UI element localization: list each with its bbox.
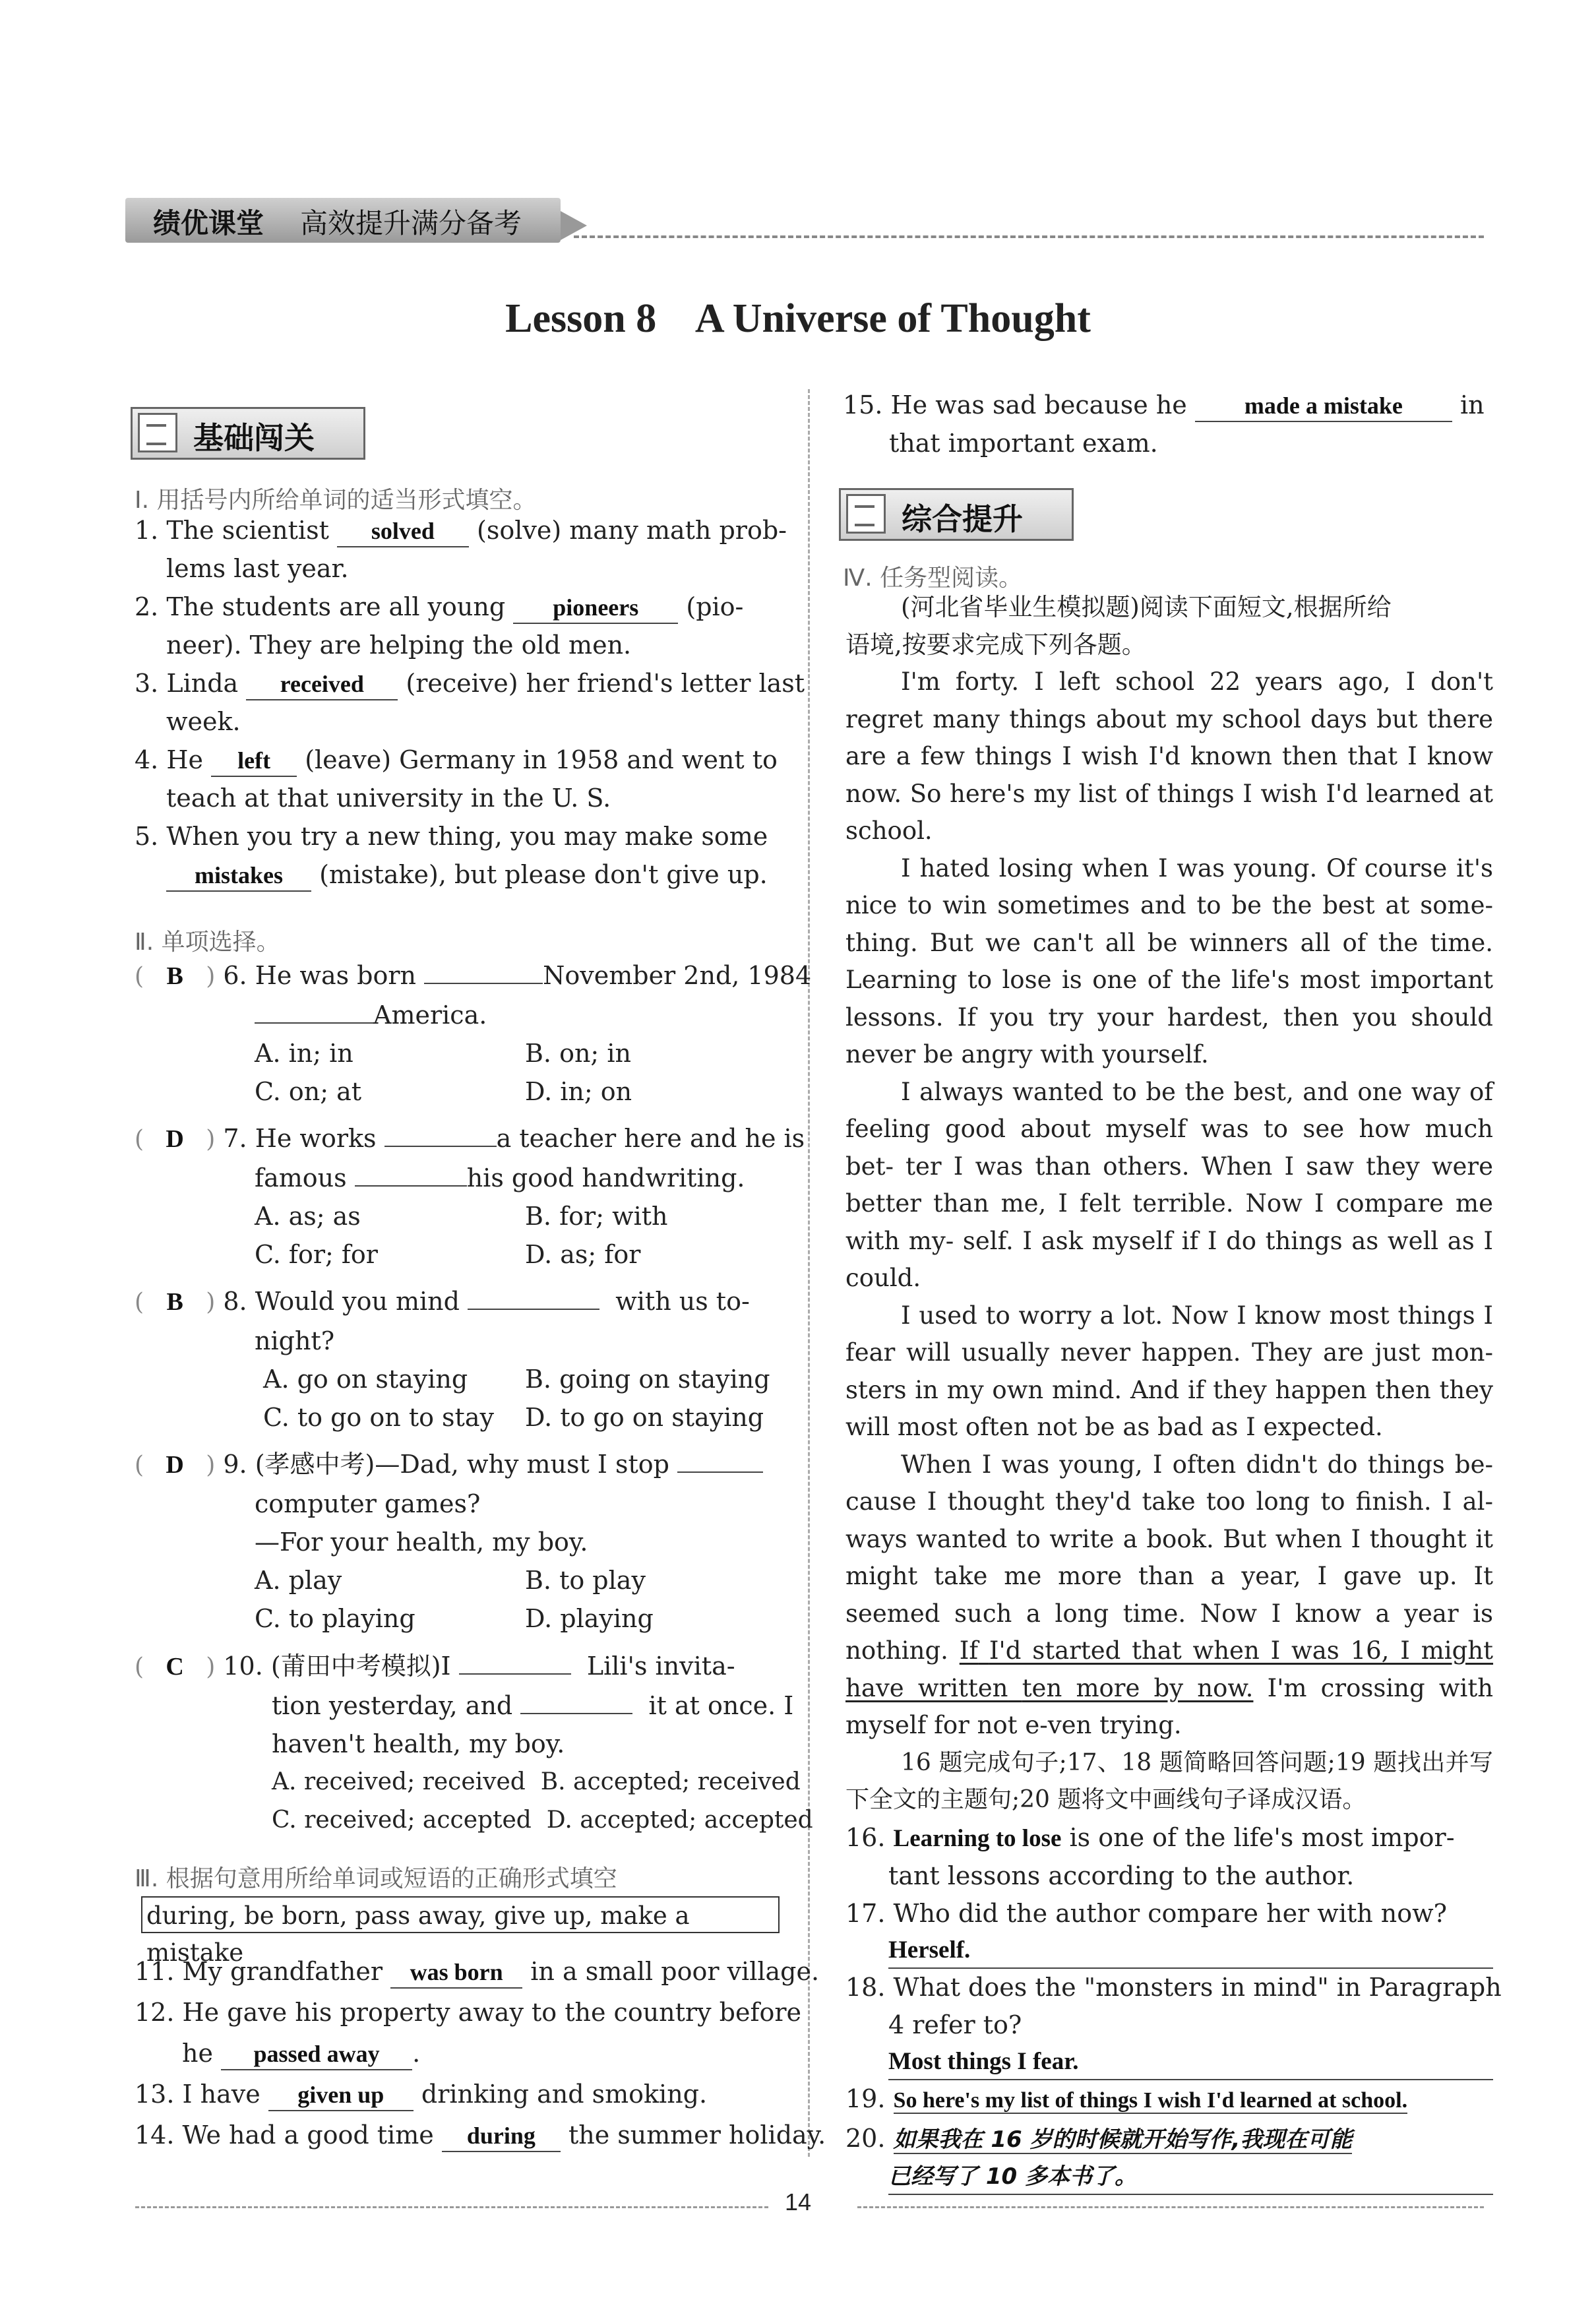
list-item: 12. He gave his property away to the country before xyxy=(135,1998,802,2027)
part4-heading: Ⅳ. 任务型阅读。 xyxy=(843,565,1023,592)
part1-list: 1. The scientist solved (solve) many math prob- lems last year. 2. The students are all young pioneers (pio- neer). They are helping the old men. 3. Linda received (receive) her friend's letter last week. 4. He left (leave) Germany in 1958 and went to teach at that university in the U. S. 5. When you try a new thing, you may make some mistakes (mistake), but please don't give up. xyxy=(135,511,787,894)
task-intro: (河北省毕业生模拟题)阅读下面短文,根据所给 语境,按要求完成下列各题。 xyxy=(845,593,1392,659)
mc-question-6: ( B ) 6. He was born November 2nd, 1984 America. A. in; in B. on; in C. on; at D. in; on xyxy=(135,956,794,1111)
underlined-sentence: If I'd started that when I was 16, I might have written ten more by now. xyxy=(845,1636,1494,1702)
answer-15: made a mistake xyxy=(1195,390,1452,422)
list-item: 5. When you try a new thing, you may make some xyxy=(135,822,768,851)
mc-question-8: ( B ) 8. Would you mind with us to- night? A. go on staying B. going on staying C. to go on to stay D. to go on staying xyxy=(135,1282,794,1437)
answer-2: pioneers xyxy=(513,592,678,624)
answer-16: Learning to lose xyxy=(893,1824,1062,1852)
answer-20-line2: 已经写了 10 多本书了。 xyxy=(888,2163,1137,2190)
paragraph-4: I used to worry a lot. Now I know most things I fear will usually never happen. They are just mon- sters in my own mind. And if they happen then they will most often not be as bad as I expected. xyxy=(845,1301,1493,1441)
paragraph-3: I always wanted to be the best, and one way of feeling good about myself was to see how much bet- ter I was than others. When I saw they were better than me, I felt terrible. Now I compare me with my- self. I ask myself if I do things as well as I could. xyxy=(845,1077,1494,1292)
list-item: 13. I have given up drinking and smoking. xyxy=(135,2074,794,2115)
question-16: 16. Learning to lose is one of the life's most impor- xyxy=(845,1822,1455,1852)
mc-answer: B xyxy=(166,962,183,990)
answer-14: during xyxy=(442,2120,561,2152)
mc-question-9: ( D ) 9. (孝感中考)—Dad, why must I stop computer games? —For your health, my boy. A. play B. to play C. to playing D. playing xyxy=(135,1445,794,1638)
section-advanced-box xyxy=(839,488,1074,541)
answer-12: passed away xyxy=(221,2039,412,2070)
notebook-icon xyxy=(138,413,177,452)
list-item: 4. He left (leave) Germany in 1958 and went to xyxy=(135,741,787,779)
answer-4: left xyxy=(211,745,297,777)
answer-1: solved xyxy=(337,516,469,547)
answer-13: given up xyxy=(268,2080,414,2111)
list-item: 11. My grandfather was born in a small poor village. xyxy=(135,1951,794,1992)
question-18: 18. What does the "monsters in mind" in Paragraph xyxy=(845,1973,1502,2002)
page-number: 14 xyxy=(784,2188,812,2215)
answer-20-line1: 如果我在 16 岁的时候就开始写作,我现在可能 xyxy=(893,2126,1353,2153)
mc-answer: C xyxy=(166,1653,184,1681)
answer-17: Herself. xyxy=(888,1936,971,1964)
list-item: 14. We had a good time during the summer holiday. xyxy=(135,2115,794,2155)
answer-3: received xyxy=(246,669,398,700)
question-19: 19. So here's my list of things I wish I'd learned at school. xyxy=(845,2084,1408,2113)
part1-heading: Ⅰ. 用括号内所给单词的适当形式填空。 xyxy=(135,487,537,514)
question-17: 17. Who did the author compare her with now? xyxy=(845,1898,1448,1928)
part3-heading: Ⅲ. 根据句意用所给单词或短语的正确形式填空 xyxy=(135,1865,617,1892)
list-item: 2. The students are all young pioneers (pio- xyxy=(135,588,787,626)
paragraph-1: I'm forty. I left school 22 years ago, I don't regret many things about my school days but there are a few things I wish I'd known then that I know now. So here's my list of things I wish I'd learned at school. xyxy=(845,667,1493,845)
part2-heading: Ⅱ. 单项选择。 xyxy=(135,929,280,956)
answer-19: So here's my list of things I wish I'd learned at school. xyxy=(893,2088,1408,2113)
question-20: 20. 如果我在 16 岁的时候就开始写作,我现在可能 xyxy=(845,2123,1353,2153)
reading-passage: (河北省毕业生模拟题)阅读下面短文,根据所给 语境,按要求完成下列各题。 I'm forty. I left school 22 years ago, I don't regret many things about my school days but there are a few things I wish I'd known then that I know now. So here's my list of things I wish I'd learned at school. I hated losing when I was young. Of course it's nice to win sometimes and to be the best at some- thing. But we can't all be winners all of the time. Learning to lose is one of the life's most important lessons. If you try your hardest, then you should never be angry with yourself. I always wanted to be the best, and one way of feeling good about myself was to see how much bet- ter I was than others. When I saw they were better than me, I felt terrible. Now I compare me with my- self. I ask myself if I do things as well as I could. I used to worry a lot. Now I know most things I fear will usually never happen. They are just mon- sters in my own mind. And if they happen then they will most often not be as bad as I expected. When I was young, I often didn't do things be- cause I thought they'd take too long to finish. I al- ways wanted to write a book. But when I thought it might take me more than a year, I gave up. It seemed such a long time. Now I know a year is nothing. If I'd started that when I was 16, I might have written ten more by now. I'm crossing with myself for not e-ven trying. 16 题完成句子;17、18 题简略回答问题;19 题找出并写下全文的主题句;20 题将文中画线句子译成汉语。 16. Learning to lose is one of the life's most impor- tant lessons according to the author. 17. Who did the author compare her with now? Herself. 18. What does the "monsters in mind" in Paragraph 4 refer to? Most things I fear. 19. So here's my list of things I wish I'd learned at school. 20. 如果我在 16 岁的时候就开始写作,我现在可能 已经写了 10 多本书了。 xyxy=(845,589,1493,2195)
task-instructions: 16 题完成句子;17、18 题简略回答问题;19 题找出并写下全文的主题句;20 题将文中画线句子译成汉语。 xyxy=(845,1748,1493,1813)
word-box: during, be born, pass away, give up, make a mistake xyxy=(141,1896,780,1933)
header-slogan: 高效提升满分备考 xyxy=(300,207,522,239)
answer-11: was born xyxy=(390,1957,522,1989)
question-15: 15. He was sad because he made a mistake in that important exam. xyxy=(843,390,1485,458)
section-advanced-title: 综合提升 xyxy=(902,501,1023,537)
paragraph-2: I hated losing when I was young. Of course it's nice to win sometimes and to be the best at some- thing. But we can't all be winners all of the time. Learning to lose is one of the life's most important lessons. If you try your hardest, then you should never be angry with yourself. xyxy=(845,853,1493,1068)
header-rule xyxy=(574,235,1484,238)
list-item: 3. Linda received (receive) her friend's letter last xyxy=(135,664,787,702)
mc-question-7: ( D ) 7. He works a teacher here and he is famous his good handwriting. A. as; as B. for; with C. for; for D. as; for xyxy=(135,1119,794,1274)
mc-answer: B xyxy=(166,1288,183,1316)
section-basic-title: 基础闯关 xyxy=(193,420,315,456)
brand-name: 绩优课堂 xyxy=(153,207,264,239)
page-title: Lesson 8 A Universe of Thought xyxy=(505,296,1091,341)
mc-question-10: ( C ) 10. (莆田中考模拟)I Lili's invita- tion yesterday, and it at once. I haven't health, my boy. A. received; received B. accepted; received C. received; accepted D. accepted; accepted xyxy=(135,1647,794,1840)
list-item: 1. The scientist solved (solve) many math prob- xyxy=(135,511,787,549)
column-divider xyxy=(808,389,810,2157)
paragraph-5: When I was young, I often didn't do things be- cause I thought they'd take too long to finish. I al- ways wanted to write a book. But when I thought it might take me more than a year, I gave up. It seemed such a long time. Now I know a year is nothing. If I'd started that when I was 16, I might have written ten more by now. I'm crossing with myself for not e-ven trying. xyxy=(845,1450,1494,1739)
part3-list: 11. My grandfather was born in a small poor village. 12. He gave his property away to the country before he passed away . 13. I have given up drinking and smoking. 14. We had a good time during the summer holiday. xyxy=(135,1951,794,2155)
answer-18: Most things I fear. xyxy=(888,2048,1079,2075)
mc-answer: D xyxy=(166,1451,184,1479)
section-basic-box xyxy=(131,407,365,460)
answer-5: mistakes xyxy=(166,860,311,892)
notebook-icon xyxy=(846,494,886,534)
mc-answer: D xyxy=(166,1125,184,1153)
